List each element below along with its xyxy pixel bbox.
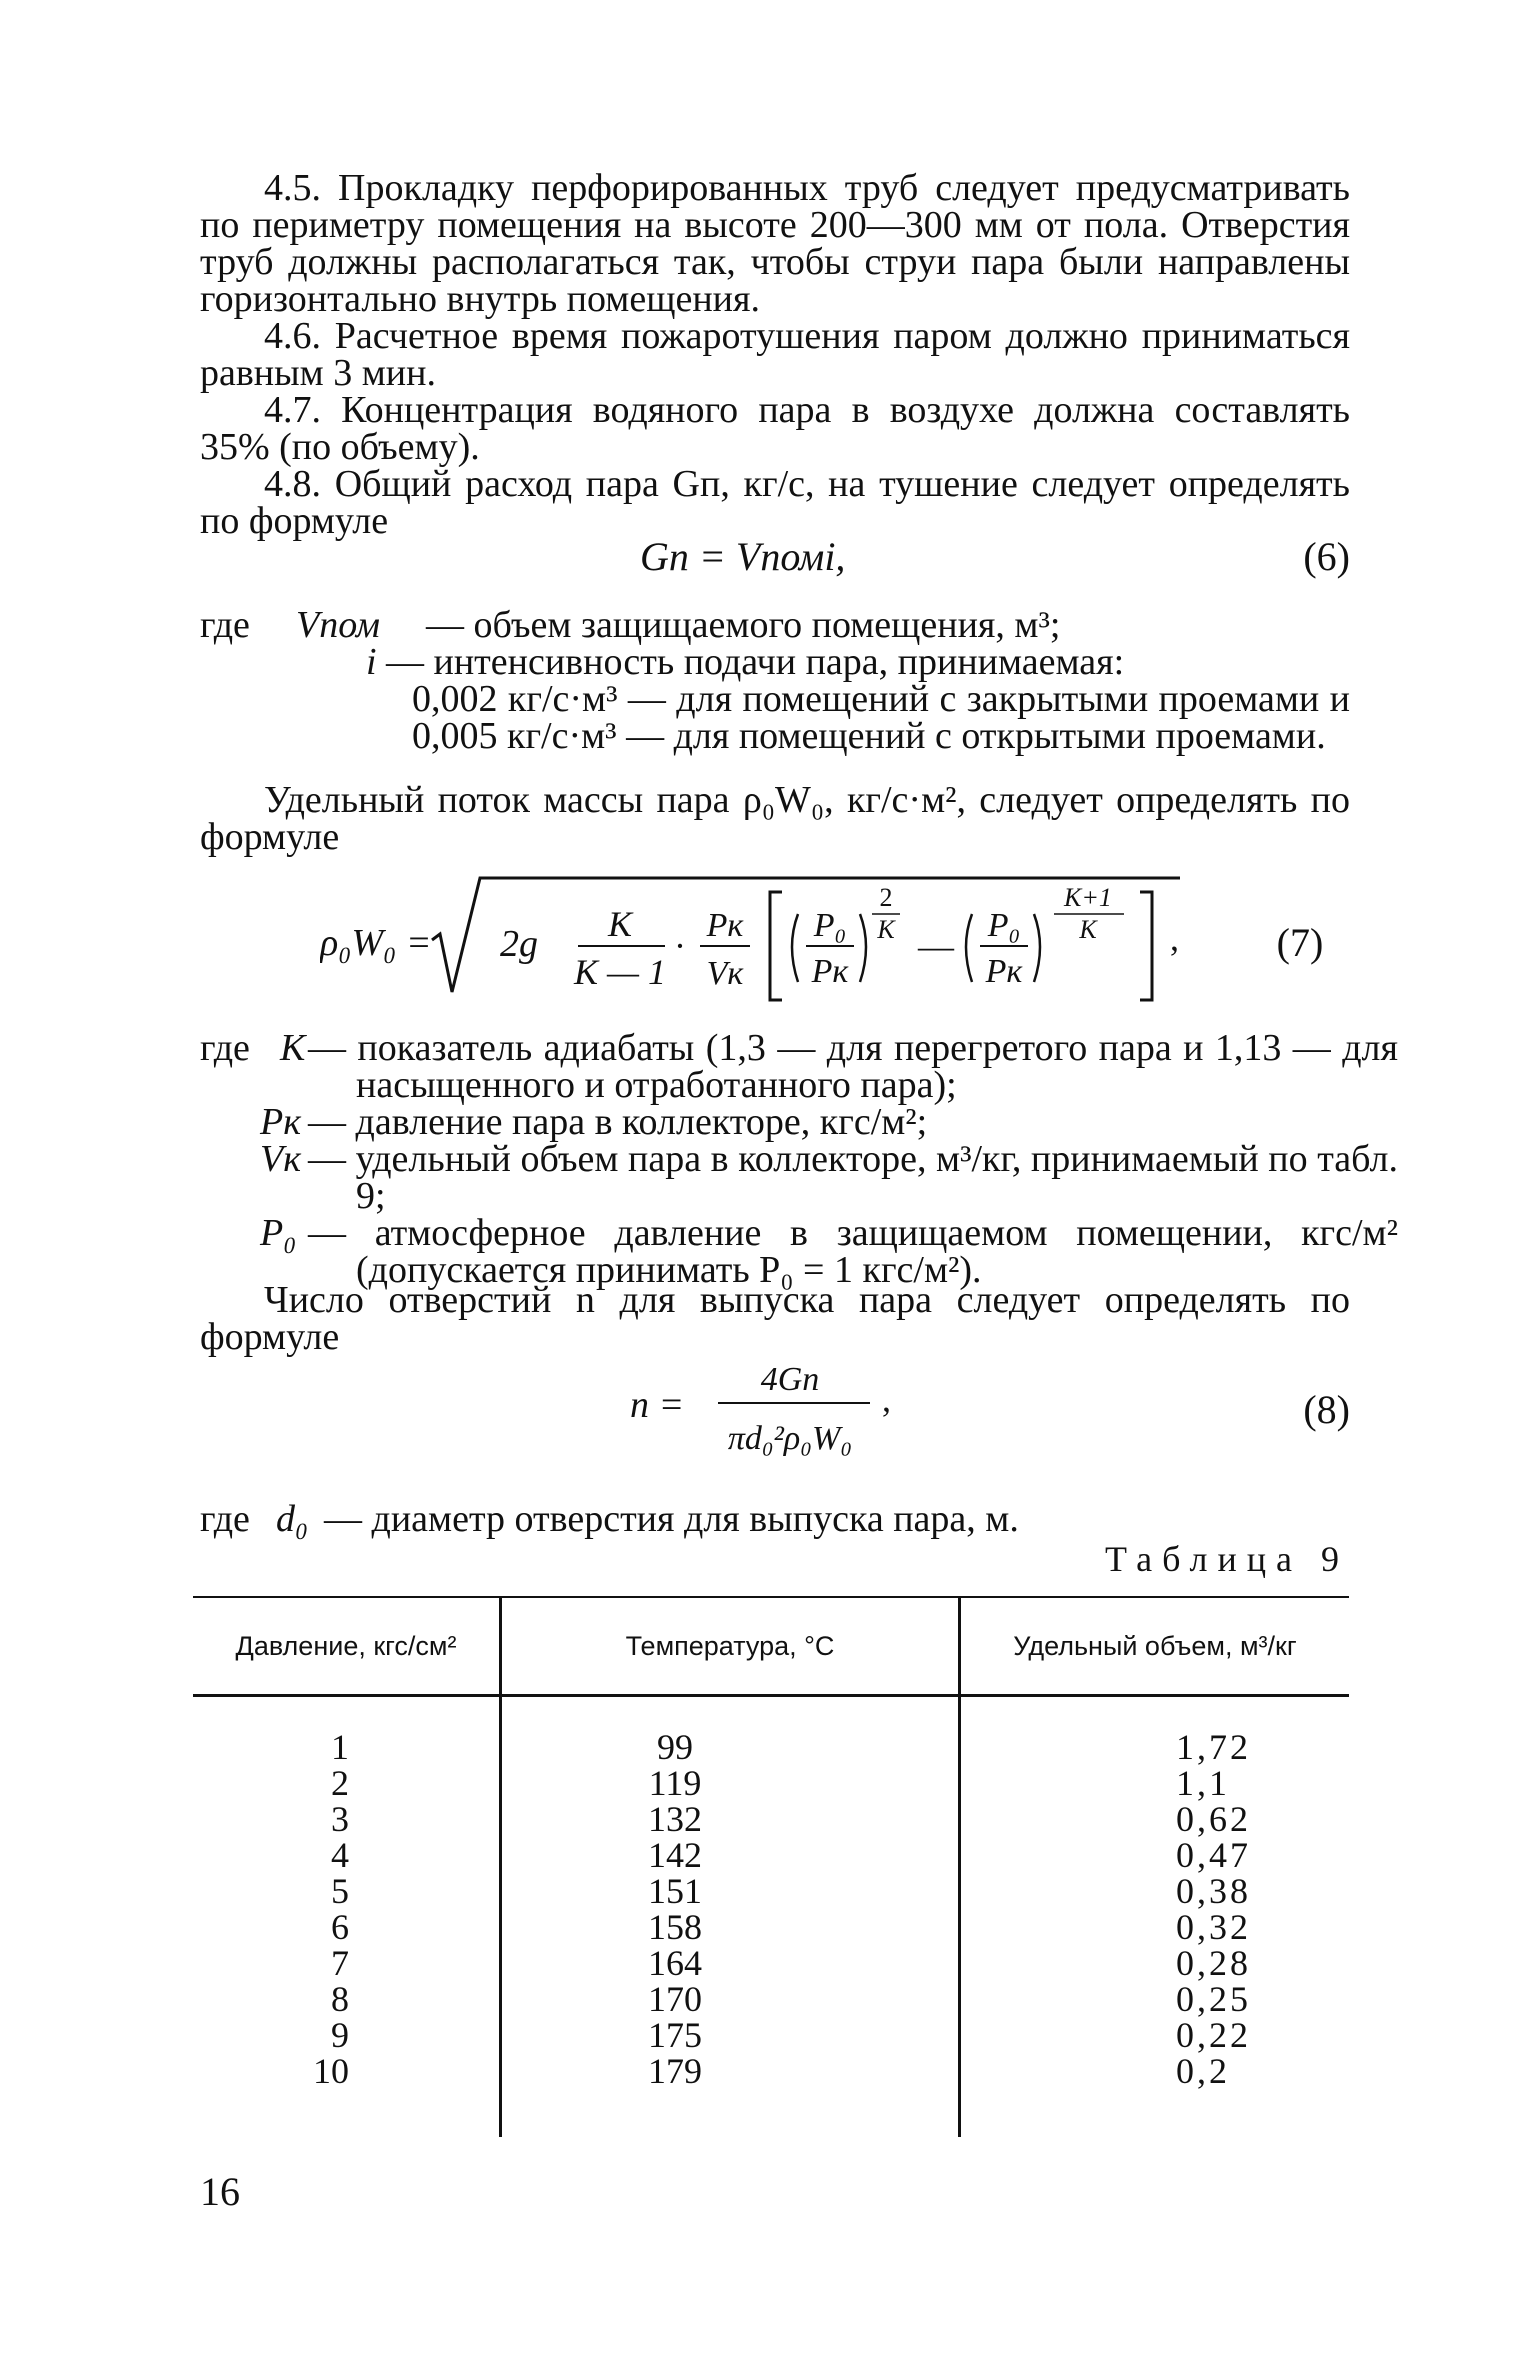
volume-cell: 0,25	[1176, 1979, 1251, 2019]
pressure-cell: 5	[331, 1871, 349, 1911]
definition-k: — показатель адиабаты (1,3 — для перегретого пара и 1,13 — для насыщенного и отработанного пара);	[308, 1027, 1398, 1106]
volume-cell: 0,28	[1176, 1943, 1251, 1983]
volume-cell: 1,72	[1176, 1727, 1251, 1767]
f7-exp1-num: 2	[879, 883, 893, 912]
f7-r2-den: Pк	[985, 953, 1023, 990]
table-header-row	[193, 1597, 1349, 1696]
formula-8	[630, 1345, 930, 1475]
pressure-cell: 2	[331, 1763, 349, 1803]
pressure-cell: 10	[313, 2051, 349, 2091]
temperature-cell: 158	[648, 1907, 702, 1947]
formula-7	[320, 870, 1350, 1020]
f7-r1-num: P₀	[813, 907, 847, 944]
volume-cell: 0,62	[1176, 1799, 1251, 1839]
pressure-cell: 6	[331, 1907, 349, 1947]
temperature-cell: 175	[648, 2015, 702, 2055]
pressure-cell: 7	[331, 1943, 349, 1983]
volume-cell: 0,32	[1176, 1907, 1251, 1947]
f7-lhs: ρ₀W₀ =	[320, 922, 432, 964]
paren-open-2	[966, 914, 972, 982]
temperature-cell: 164	[648, 1943, 702, 1983]
f7-minus: —	[918, 926, 954, 966]
paragraph-4-7: 4.7. Концентрация водяного пара в воздухе должна составлять 35% (по объему).	[200, 389, 1350, 468]
f7-exp2-num: K+1	[1064, 883, 1112, 912]
temperature-cell: 132	[648, 1799, 702, 1839]
volume-cell: 0,47	[1176, 1835, 1251, 1875]
definition-pk: — давление пара в коллекторе, кгс/м²;	[308, 1101, 928, 1143]
paragraph-4-6: 4.6. Расчетное время пожаротушения паром должно приниматься равным 3 мин.	[200, 315, 1350, 394]
f7-dot: ·	[674, 926, 686, 966]
equation-number-7: (7)	[1276, 920, 1324, 965]
definition-i: — интенсивность подачи пара, принимаемая:	[386, 641, 1125, 683]
paragraph-holes: Число отверстий n для выпуска пара следует определять по формуле	[200, 1279, 1350, 1358]
header-volume: Удельный объем, м³/кг	[960, 1597, 1350, 1696]
definition-i-values: 0,002 кг/с·м³ — для помещений с закрытыми проемами и 0,005 кг/с·м³ — для помещений с открытыми проемами.	[412, 678, 1350, 757]
body-text-top	[200, 167, 1350, 542]
body-text-flux	[200, 779, 1350, 858]
f7-coef: 2g	[500, 923, 538, 965]
volume-column	[960, 1696, 1350, 2138]
f7-r2-num: P₀	[987, 907, 1021, 944]
f7-k-den: K — 1	[573, 952, 667, 992]
formula-6: Gп = Vпомi,	[640, 534, 846, 579]
definition-v-pom: — объем защищаемого помещения, м³;	[426, 604, 1061, 646]
paren-close-2	[1034, 914, 1040, 982]
right-bracket	[1140, 892, 1152, 1000]
f7-comma: ,	[1170, 918, 1179, 958]
paragraph-flux: Удельный поток массы пара ρ₀W₀, кг/с·м², следует определять по формуле	[200, 779, 1350, 858]
temperature-cell: 170	[648, 1979, 702, 2019]
symbol-p0: P₀	[260, 1212, 297, 1254]
paren-open-1	[792, 914, 798, 982]
definition-d0: — диаметр отверстия для выпуска пара, м.	[324, 1498, 1019, 1540]
paren-close-1	[860, 914, 866, 982]
f7-exp2-den: K	[1079, 915, 1097, 944]
paragraph-4-5: 4.5. Прокладку перфорированных труб следует предусматривать по периметру помещения на высоте 200—300 мм от пола. Отверстия труб должны располагаться так, чтобы струи пара были направлены горизонтально внутрь помещения.	[200, 167, 1350, 320]
f8-comma: ,	[882, 1379, 891, 1419]
equation-number-6: (6)	[1303, 534, 1350, 579]
volume-cell: 0,22	[1176, 2015, 1251, 2055]
temperature-cell: 119	[648, 1763, 702, 1803]
pressure-cell: 8	[331, 1979, 349, 2019]
f7-k-num: K	[607, 904, 633, 944]
header-pressure: Давление, кгс/см²	[193, 1597, 501, 1696]
pressure-cell: 3	[331, 1799, 349, 1839]
symbol-pk: Pк	[260, 1101, 301, 1143]
volume-cell: 0,38	[1176, 1871, 1251, 1911]
symbol-vk: Vк	[260, 1138, 301, 1180]
definition-vk: — удельный объем пара в коллекторе, м³/кг, принимаемый по табл. 9;	[308, 1138, 1398, 1217]
symbol-k: K	[280, 1027, 306, 1069]
table-title: Таблица 9	[1105, 1539, 1349, 1579]
where-word: где	[200, 1027, 250, 1069]
temperature-column	[501, 1696, 960, 2138]
header-temperature: Температура, °С	[501, 1597, 960, 1696]
table-body-row	[193, 1696, 1349, 2138]
volume-cell: 0,2	[1176, 2051, 1230, 2091]
where-word: где	[200, 604, 250, 646]
page-number: 16	[200, 2169, 240, 2214]
pressure-column	[193, 1696, 501, 2138]
f7-r1-den: Pк	[811, 953, 849, 990]
f7-p-den: Vк	[706, 955, 744, 992]
f7-p-num: Pк	[706, 907, 744, 944]
f8-den: πd₀²ρ₀W₀	[727, 1420, 853, 1457]
left-bracket	[770, 892, 782, 1000]
pressure-cell: 4	[331, 1835, 349, 1875]
pressure-cell: 1	[331, 1727, 349, 1767]
volume-cell: 1,1	[1176, 1763, 1230, 1803]
definition-p0: — атмосферное давление в защищаемом помещении, кгс/м² (допускается принимать P₀ = 1 кгс/м²).	[308, 1212, 1398, 1291]
f8-num: 4Gп	[760, 1361, 820, 1398]
temperature-cell: 179	[648, 2051, 702, 2091]
paragraph-4-8: 4.8. Общий расход пара Gп, кг/с, на тушение следует определять по формуле	[200, 463, 1350, 542]
temperature-cell: 142	[648, 1835, 702, 1875]
f8-lhs: n =	[630, 1384, 685, 1426]
temperature-cell: 99	[657, 1727, 693, 1767]
equation-number-8: (8)	[1303, 1387, 1350, 1432]
symbol-i: i	[366, 641, 377, 683]
f7-exp1-den: K	[877, 915, 895, 944]
symbol-d0: d₀	[276, 1498, 309, 1540]
where-word: где	[200, 1498, 250, 1540]
symbol-v-pom: Vпом	[296, 604, 381, 646]
steam-table	[193, 1596, 1349, 2137]
pressure-cell: 9	[331, 2015, 349, 2055]
temperature-cell: 151	[648, 1871, 702, 1911]
